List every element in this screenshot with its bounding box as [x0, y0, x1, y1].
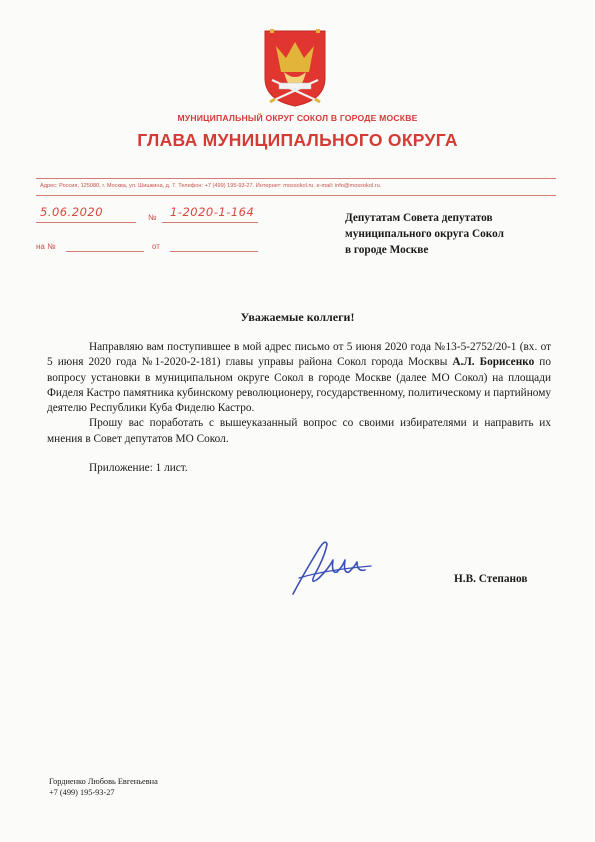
executor-block — [49, 777, 158, 798]
org-name: МУНИЦИПАЛЬНЫЙ ОКРУГ СОКОЛ В ГОРОДЕ МОСКВЕ — [177, 113, 418, 123]
body-paragraph — [47, 340, 551, 416]
attachment-note: Приложение: 1 лист. — [89, 462, 188, 475]
letter-body — [47, 340, 551, 476]
org-title: ГЛАВА МУНИЦИПАЛЬНОГО ОКРУГА — [137, 130, 458, 150]
ref-number-line — [66, 251, 144, 252]
signer-name: Н.В. Степанов — [454, 573, 528, 585]
date-line — [36, 222, 136, 223]
body-paragraph: Прошу вас поработать с вышеуказанный вопрос со своими избирателями и направить их мнения в Совет депутатов МО Сокол. — [47, 417, 551, 445]
official-name: А.Л. Борисенко — [452, 356, 535, 369]
ref-date-line — [170, 251, 258, 252]
header-divider-bottom — [36, 195, 556, 196]
number-handwritten: 1-2020-1-164 — [170, 205, 255, 219]
number-label: № — [148, 213, 157, 222]
body-text: Направляю вам поступившее в мой адрес письмо от 5 июня 2020 года №13-5-2752/20-1 (вх. от 5 июня 2020 года №1-2020-2-181) главы управы района Сокол города Москвы — [47, 341, 551, 369]
salutation: Уважаемые коллеги! — [240, 310, 355, 324]
date-handwritten: 5.06.2020 — [40, 205, 104, 219]
executor-name: Гордиенко Любовь Евгеньевна — [49, 777, 158, 786]
org-address: Адрес: Россия, 125080, г. Москва, ул. Шишкина, д. 7. Телефон: +7 (499) 195-93-27. Интернет: mossokol.ru. e-mail: info@mossokol.ru. — [40, 183, 382, 189]
signature-mark — [285, 530, 375, 600]
executor-phone: +7 (499) 195-93-27 — [49, 787, 115, 797]
addressee-block — [345, 210, 565, 258]
addressee-line: муниципального округа Сокол — [345, 228, 504, 240]
addressee-line: в городе Москве — [345, 244, 429, 256]
header-divider-top — [36, 178, 556, 179]
coat-of-arms-icon — [262, 28, 328, 108]
addressee-line: Депутатам Совета депутатов — [345, 212, 493, 224]
ref-date-label: от — [152, 242, 160, 251]
ref-number-label: на № — [36, 242, 56, 251]
body-text: по вопросу установки в муниципальном округе Сокол в городе Москве (далее МО Сокол) на площади Фиделя Кастро памятника кубинскому революционеру, государственному, политическому и партийному деятелю Республики Куба Фиделю Кастро. — [47, 356, 551, 415]
number-line — [162, 222, 258, 223]
